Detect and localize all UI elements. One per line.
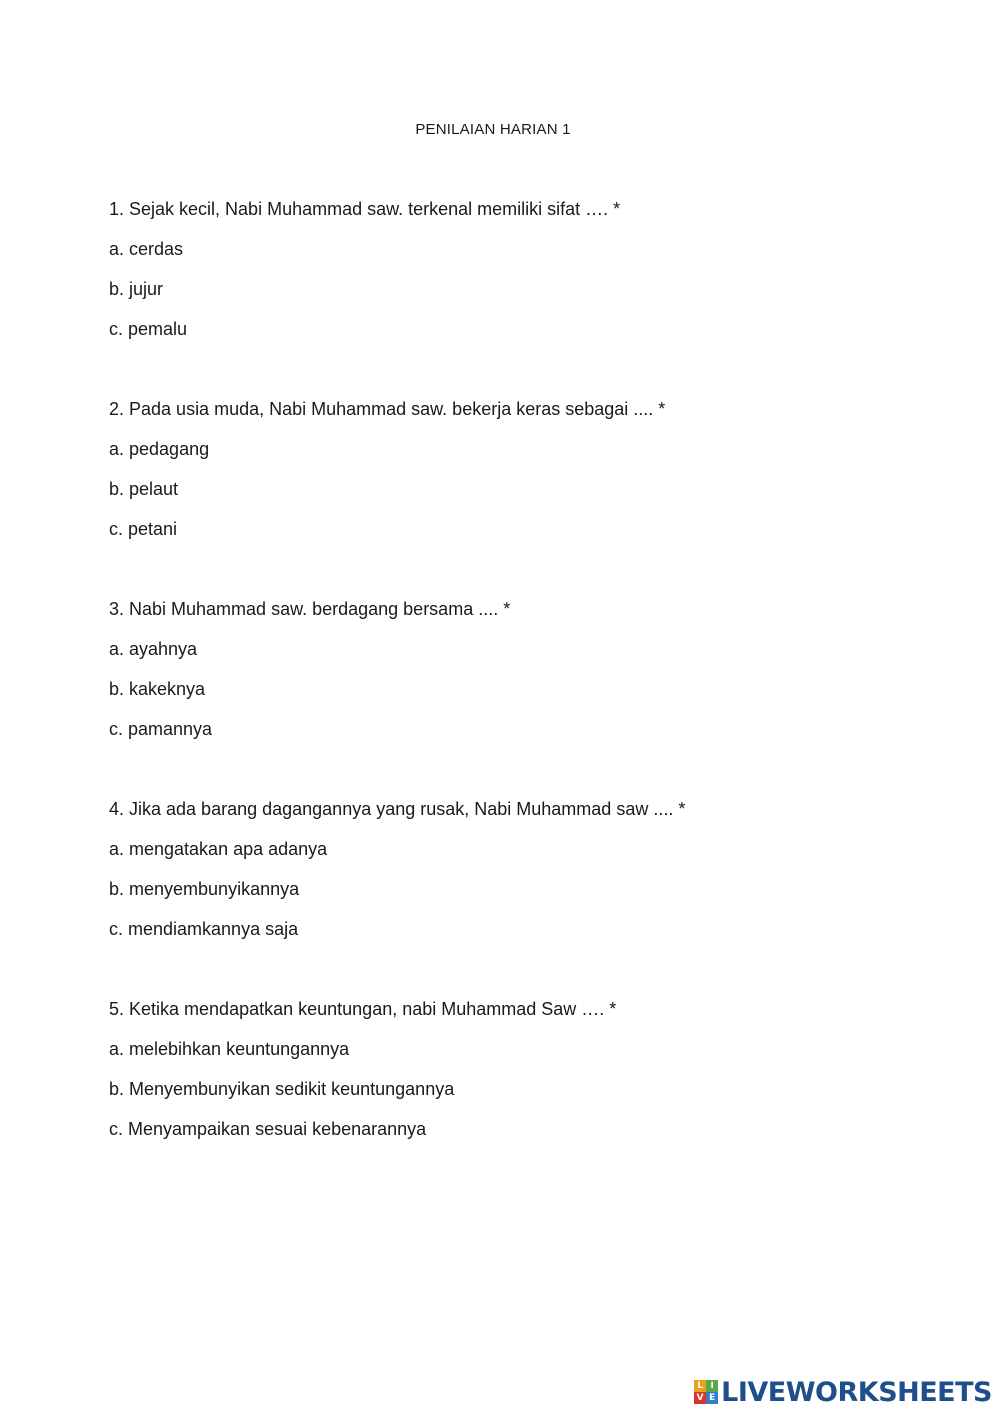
answer-option: c. Menyampaikan sesuai kebenarannya	[109, 1119, 427, 1139]
question-text: 5. Ketika mendapatkan keuntungan, nabi Muhammad Saw …. *	[109, 999, 617, 1019]
question-text: 2. Pada usia muda, Nabi Muhammad saw. bekerja keras sebagai .... *	[109, 399, 666, 419]
answer-option: a. ayahnya	[109, 639, 198, 659]
answer-option: b. menyembunyikannya	[109, 879, 300, 899]
question-5	[109, 997, 929, 1157]
question-3	[109, 597, 929, 757]
answer-option: b. pelaut	[109, 479, 179, 499]
answer-option: c. pamannya	[109, 719, 213, 739]
logo-tile-l: L	[694, 1380, 706, 1392]
question-text: 4. Jika ada barang dagangannya yang rusak, Nabi Muhammad saw .... *	[109, 799, 686, 819]
answer-option: b. Menyembunyikan sedikit keuntungannya	[109, 1079, 455, 1099]
liveworksheets-logo	[694, 1377, 992, 1407]
question-1	[109, 197, 929, 357]
answer-option: c. pemalu	[109, 319, 188, 339]
answer-option: a. cerdas	[109, 239, 184, 259]
answer-option: c. mendiamkannya saja	[109, 919, 299, 939]
logo-text: LIVEWORKSHEETS	[721, 1376, 992, 1408]
answer-option: b. kakeknya	[109, 679, 206, 699]
question-text: 3. Nabi Muhammad saw. berdagang bersama .... *	[109, 599, 511, 619]
logo-tile-i: I	[706, 1380, 718, 1392]
logo-tile-v: V	[694, 1392, 706, 1404]
question-text: 1. Sejak kecil, Nabi Muhammad saw. terkenal memiliki sifat …. *	[109, 199, 621, 219]
page-title: PENILAIAN HARIAN 1	[415, 121, 571, 138]
question-list	[109, 197, 929, 1197]
answer-option: a. mengatakan apa adanya	[109, 839, 328, 859]
logo-mark-icon	[694, 1380, 718, 1404]
logo-tile-e: E	[706, 1392, 718, 1404]
question-4	[109, 797, 929, 957]
answer-option: c. petani	[109, 519, 178, 539]
answer-option: a. melebihkan keuntungannya	[109, 1039, 350, 1059]
question-2	[109, 397, 929, 557]
answer-option: a. pedagang	[109, 439, 210, 459]
answer-option: b. jujur	[109, 279, 164, 299]
